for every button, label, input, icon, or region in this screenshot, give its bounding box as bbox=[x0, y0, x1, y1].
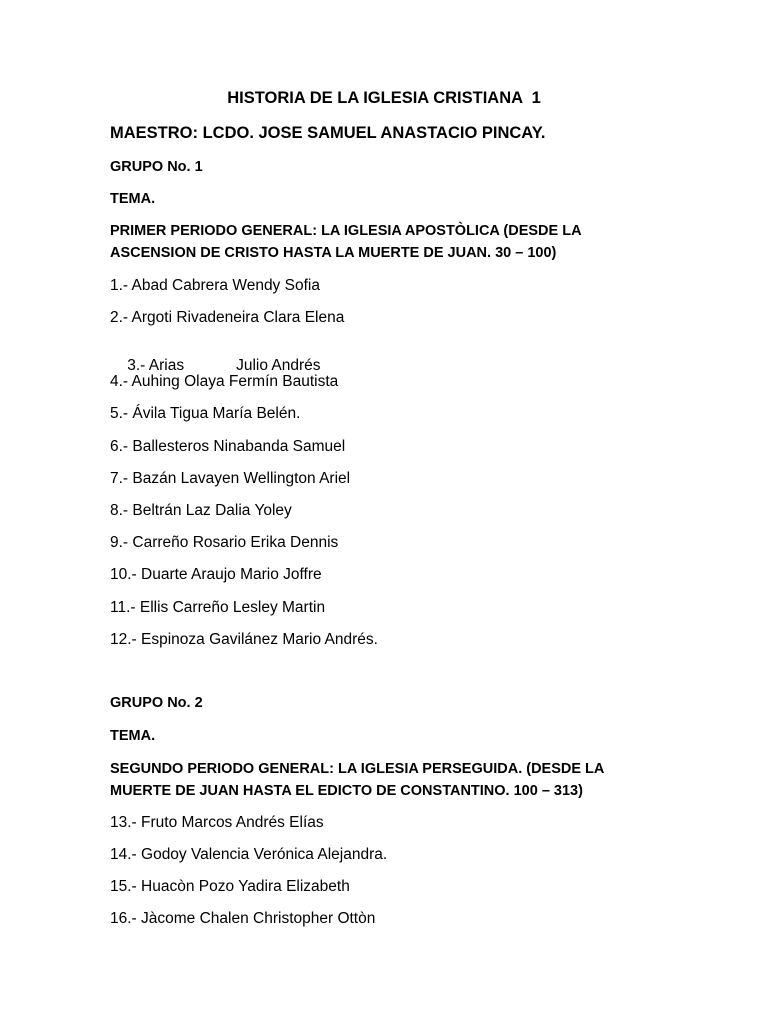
student-entry-part-2: Julio Andrés bbox=[236, 356, 321, 374]
student-entry: 9.- Carreño Rosario Erika Dennis bbox=[110, 534, 339, 551]
group-2-topic-line-1: SEGUNDO PERIODO GENERAL: LA IGLESIA PERSEGUIDA. (DESDE LA bbox=[110, 761, 605, 777]
student-entry: 2.- Argoti Rivadeneira Clara Elena bbox=[110, 309, 345, 326]
group-2-topic-line-2: MUERTE DE JUAN HASTA EL EDICTO DE CONSTANTINO. 100 – 313) bbox=[110, 783, 583, 799]
group-2-heading: GRUPO No. 2 bbox=[110, 695, 203, 711]
student-entry: 12.- Espinoza Gavilánez Mario Andrés. bbox=[110, 631, 378, 648]
student-entry: 5.- Ávila Tigua María Belén. bbox=[110, 405, 301, 422]
student-entry: 8.- Beltrán Laz Dalia Yoley bbox=[110, 502, 292, 519]
group-1-topic-line-1: PRIMER PERIODO GENERAL: LA IGLESIA APOSTÒLICA (DESDE LA bbox=[110, 223, 582, 239]
student-entry: 11.- Ellis Carreño Lesley Martin bbox=[110, 599, 326, 616]
student-entry: 15.- Huacòn Pozo Yadira Elizabeth bbox=[110, 878, 350, 895]
document-title: HISTORIA DE LA IGLESIA CRISTIANA 1 bbox=[227, 89, 541, 107]
group-1-topic-line-2: ASCENSION DE CRISTO HASTA LA MUERTE DE JUAN. 30 – 100) bbox=[110, 245, 557, 261]
student-entry: 1.- Abad Cabrera Wendy Sofia bbox=[110, 277, 320, 294]
group-2-tema-label: TEMA. bbox=[110, 728, 156, 744]
student-entry: 14.- Godoy Valencia Verónica Alejandra. bbox=[110, 846, 388, 863]
student-entry: 16.- Jàcome Chalen Christopher Ottòn bbox=[110, 910, 376, 927]
group-1-heading: GRUPO No. 1 bbox=[110, 159, 203, 175]
student-entry: 7.- Bazán Lavayen Wellington Ariel bbox=[110, 470, 351, 487]
group-1-tema-label: TEMA. bbox=[110, 191, 156, 207]
student-entry-part-1: 3.- Arias bbox=[127, 356, 185, 374]
student-entry: 6.- Ballesteros Ninabanda Samuel bbox=[110, 438, 346, 455]
student-entry: 10.- Duarte Araujo Mario Joffre bbox=[110, 566, 322, 583]
student-entry: 4.- Auhing Olaya Fermín Bautista bbox=[110, 373, 339, 390]
teacher-line: MAESTRO: LCDO. JOSE SAMUEL ANASTACIO PINCAY. bbox=[110, 124, 546, 142]
student-entry: 13.- Fruto Marcos Andrés Elías bbox=[110, 814, 324, 831]
